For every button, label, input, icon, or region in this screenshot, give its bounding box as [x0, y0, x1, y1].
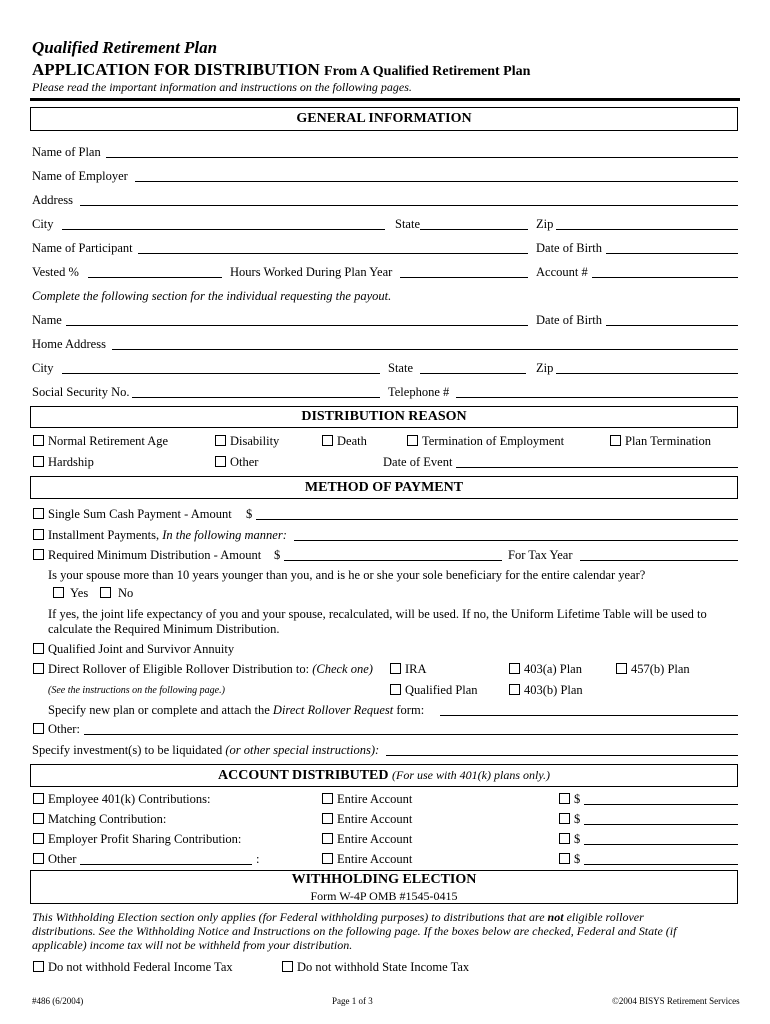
name-of-employer-field[interactable] [135, 181, 738, 182]
zip2-label: Zip [536, 361, 554, 375]
header-rule [30, 98, 740, 101]
403b-label: 403(b) Plan [524, 683, 583, 697]
zip2-field[interactable] [556, 373, 738, 374]
account-other-field[interactable] [80, 864, 252, 865]
account-other-checkbox[interactable] [33, 853, 44, 864]
installment-label [48, 528, 287, 543]
account-other-amount-field[interactable] [584, 864, 738, 865]
requester-dob-label: Date of Birth [536, 313, 602, 327]
withholding-header [30, 870, 738, 904]
profit-sharing-amount-field[interactable] [584, 844, 738, 845]
account-label: Account # [536, 265, 588, 279]
rmd-label: Required Minimum Distribution - Amount [48, 548, 262, 562]
city2-label: City [32, 361, 54, 375]
matching-dollar: $ [574, 812, 581, 826]
payment-other-checkbox[interactable] [33, 723, 44, 734]
qjsa-label: Qualified Joint and Survivor Annuity [48, 642, 235, 656]
account-other-dollar: $ [574, 852, 581, 866]
form-title: Qualified Retirement Plan [32, 38, 218, 57]
requester-name-field[interactable] [66, 325, 528, 326]
direct-rollover-request-text: Direct Rollover Request [272, 703, 394, 717]
spouse-no-label: No [118, 586, 134, 600]
requester-name-label: Name [32, 313, 62, 327]
see-instructions-note: (See the instructions on the following page.) [48, 685, 225, 696]
death-checkbox[interactable] [322, 435, 333, 446]
subtitle-from: From A Qualified Retirement Plan [324, 64, 531, 79]
ssn-label: Social Security No. [32, 385, 130, 399]
city-label: City [32, 217, 54, 231]
general-info-header [30, 107, 738, 131]
ira-label: IRA [405, 662, 427, 676]
joint-note-line2: calculate the Required Minimum Distribution. [48, 622, 280, 636]
dob-label: Date of Birth [536, 241, 602, 255]
matching-checkbox[interactable] [33, 813, 44, 824]
payment-other-label: Other: [48, 722, 80, 736]
footer-page: Page 1 of 3 [332, 996, 373, 1006]
direct-rollover-label [48, 662, 373, 677]
profit-sharing-entire-label: Entire Account [337, 832, 413, 846]
name-of-employer-label: Name of Employer [32, 169, 128, 183]
telephone-field[interactable] [456, 397, 738, 398]
profit-sharing-label: Employer Profit Sharing Contribution: [48, 832, 242, 846]
profit-sharing-dollar: $ [574, 832, 581, 846]
participant-field[interactable] [138, 253, 528, 254]
disability-label: Disability [230, 434, 280, 448]
account-other-label: Other [48, 852, 77, 866]
direct-rollover-checkbox[interactable] [33, 663, 44, 674]
distribution-reason-header [30, 406, 738, 428]
account-distributed-title [31, 768, 737, 784]
hours-worked-label: Hours Worked During Plan Year [230, 265, 393, 279]
rmd-dollar: $ [274, 548, 281, 562]
liquidated-field[interactable] [386, 755, 738, 756]
distribution-reason-heading: DISTRIBUTION REASON [301, 409, 467, 424]
reason-other-label: Other [230, 455, 259, 469]
no-state-label: Do not withhold State Income Tax [297, 960, 470, 974]
termination-employment-label: Termination of Employment [422, 434, 565, 448]
spouse-question: Is your spouse more than 10 years younger than you, and is he or she your sole beneficiary for the entire calendar year? [48, 568, 646, 582]
403a-label: 403(a) Plan [524, 662, 582, 676]
employee-401k-amount-field[interactable] [584, 804, 738, 805]
hardship-label: Hardship [48, 455, 94, 469]
457b-checkbox[interactable] [616, 663, 627, 674]
profit-sharing-entire-checkbox[interactable] [322, 833, 333, 844]
state2-label: State [388, 361, 413, 375]
footer-copyright: ©2004 BISYS Retirement Services [612, 996, 740, 1006]
matching-amount-field[interactable] [584, 824, 738, 825]
spouse-no-checkbox[interactable] [100, 587, 111, 598]
requester-dob-field[interactable] [606, 325, 738, 326]
normal-retirement-label: Normal Retirement Age [48, 434, 169, 448]
footer-form-number: #486 (6/2004) [32, 996, 84, 1006]
specify-new-plan-label [48, 703, 424, 718]
form-instruction: Please read the important information and instructions on the following pages. [32, 80, 412, 94]
matching-amount-checkbox[interactable] [559, 813, 570, 824]
method-of-payment-header [30, 476, 738, 499]
joint-note-line1: If yes, the joint life expectancy of you and your spouse, recalculated, will be used. If no, the Uniform Lifetime Table will be used to [48, 607, 707, 621]
withholding-note-not: not [547, 910, 564, 924]
direct-rollover-text: Direct Rollover of Eligible Rollover Distribution to: [48, 662, 310, 676]
account-distributed-heading: ACCOUNT DISTRIBUTED [218, 768, 389, 783]
vested-label: Vested % [32, 265, 79, 279]
for-tax-year-label: For Tax Year [508, 548, 573, 562]
state-field[interactable] [420, 229, 528, 230]
specify-new-text: Specify new plan or complete and attach the [48, 703, 270, 717]
vested-field[interactable] [88, 277, 222, 278]
single-sum-amount-field[interactable] [256, 519, 738, 520]
account-distributed-header [30, 764, 738, 787]
account-distributed-note: (For use with 401(k) plans only.) [392, 768, 550, 782]
date-of-event-label: Date of Event [383, 455, 453, 469]
employee-401k-checkbox[interactable] [33, 793, 44, 804]
withholding-note-a: This Withholding Election section only applies (for Federal withholding purposes) to distributions that are [32, 910, 545, 924]
withholding-note-line1 [32, 910, 644, 925]
qualified-plan-checkbox[interactable] [390, 684, 401, 695]
specify-form-text: form: [396, 703, 425, 717]
zip-field[interactable] [556, 229, 738, 230]
matching-entire-label: Entire Account [337, 812, 413, 826]
rmd-amount-field[interactable] [284, 560, 502, 561]
city2-field[interactable] [62, 373, 380, 374]
single-sum-label: Single Sum Cash Payment - Amount [48, 507, 232, 521]
403b-checkbox[interactable] [509, 684, 520, 695]
withholding-note-line2: distributions. See the Withholding Notice and Instructions on the following page. If the boxes below are checked, Federal and State (if [32, 924, 677, 938]
zip-label: Zip [536, 217, 554, 231]
spouse-yes-label: Yes [70, 586, 89, 600]
employee-401k-entire-label: Entire Account [337, 792, 413, 806]
date-of-event-field[interactable] [456, 467, 738, 468]
matching-label: Matching Contribution: [48, 812, 167, 826]
withholding-heading: WITHHOLDING ELECTION [291, 872, 477, 887]
check-one-text: (Check one) [312, 662, 373, 676]
single-sum-dollar: $ [246, 507, 253, 521]
specify-new-plan-field[interactable] [440, 715, 738, 716]
city-field[interactable] [62, 229, 385, 230]
account-other-amount-checkbox[interactable] [559, 853, 570, 864]
normal-retirement-checkbox[interactable] [33, 435, 44, 446]
account-other-colon: : [256, 852, 260, 866]
plan-termination-label: Plan Termination [625, 434, 712, 448]
tax-year-field[interactable] [580, 560, 738, 561]
installment-italic: In the following manner: [162, 528, 287, 542]
ira-checkbox[interactable] [390, 663, 401, 674]
form-subtitle [32, 60, 530, 80]
no-federal-label: Do not withhold Federal Income Tax [48, 960, 233, 974]
employee-401k-entire-checkbox[interactable] [322, 793, 333, 804]
withholding-note-b: eligible rollover [566, 910, 644, 924]
reason-other-checkbox[interactable] [215, 456, 226, 467]
matching-entire-checkbox[interactable] [322, 813, 333, 824]
withholding-form-number: Form W-4P OMB #1545-0415 [310, 889, 458, 903]
employee-401k-dollar: $ [574, 792, 581, 806]
dob-field[interactable] [606, 253, 738, 254]
participant-label: Name of Participant [32, 241, 133, 255]
home-address-field[interactable] [112, 349, 738, 350]
plan-termination-checkbox[interactable] [610, 435, 621, 446]
home-address-label: Home Address [32, 337, 106, 351]
account-field[interactable] [592, 277, 738, 278]
profit-sharing-amount-checkbox[interactable] [559, 833, 570, 844]
457b-label: 457(b) Plan [631, 662, 690, 676]
installment-checkbox[interactable] [33, 529, 44, 540]
403a-checkbox[interactable] [509, 663, 520, 674]
payout-note: Complete the following section for the individual requesting the payout. [32, 289, 392, 303]
death-label: Death [337, 434, 367, 448]
liquidated-label [32, 743, 379, 758]
rmd-checkbox[interactable] [33, 549, 44, 560]
single-sum-checkbox[interactable] [33, 508, 44, 519]
general-info-heading: GENERAL INFORMATION [296, 111, 472, 126]
hardship-checkbox[interactable] [33, 456, 44, 467]
withholding-note-line3: applicable) income tax will not be withheld from your distribution. [32, 938, 353, 952]
installment-field[interactable] [294, 540, 738, 541]
qjsa-checkbox[interactable] [33, 643, 44, 654]
profit-sharing-checkbox[interactable] [33, 833, 44, 844]
no-state-checkbox[interactable] [282, 961, 293, 972]
qualified-plan-label: Qualified Plan [405, 683, 478, 697]
spouse-yes-checkbox[interactable] [53, 587, 64, 598]
termination-employment-checkbox[interactable] [407, 435, 418, 446]
liquidated-italic: (or other special instructions): [225, 743, 380, 757]
subtitle-main: APPLICATION FOR DISTRIBUTION [32, 60, 320, 79]
ssn-field[interactable] [132, 397, 380, 398]
name-of-plan-label: Name of Plan [32, 145, 101, 159]
liquidated-text: Specify investment(s) to be liquidated [32, 743, 223, 757]
disability-checkbox[interactable] [215, 435, 226, 446]
state2-field[interactable] [420, 373, 526, 374]
employee-401k-amount-checkbox[interactable] [559, 793, 570, 804]
account-other-entire-checkbox[interactable] [322, 853, 333, 864]
no-federal-checkbox[interactable] [33, 961, 44, 972]
employee-401k-label: Employee 401(k) Contributions: [48, 792, 211, 806]
telephone-label: Telephone # [388, 385, 450, 399]
hours-worked-field[interactable] [400, 277, 528, 278]
name-of-plan-field[interactable] [106, 157, 738, 158]
address-label: Address [32, 193, 73, 207]
address-field[interactable] [80, 205, 738, 206]
account-other-entire-label: Entire Account [337, 852, 413, 866]
state-label: State [395, 217, 420, 231]
installment-text: Installment Payments, [48, 528, 160, 542]
method-of-payment-heading: METHOD OF PAYMENT [304, 480, 464, 495]
payment-other-field[interactable] [84, 734, 738, 735]
